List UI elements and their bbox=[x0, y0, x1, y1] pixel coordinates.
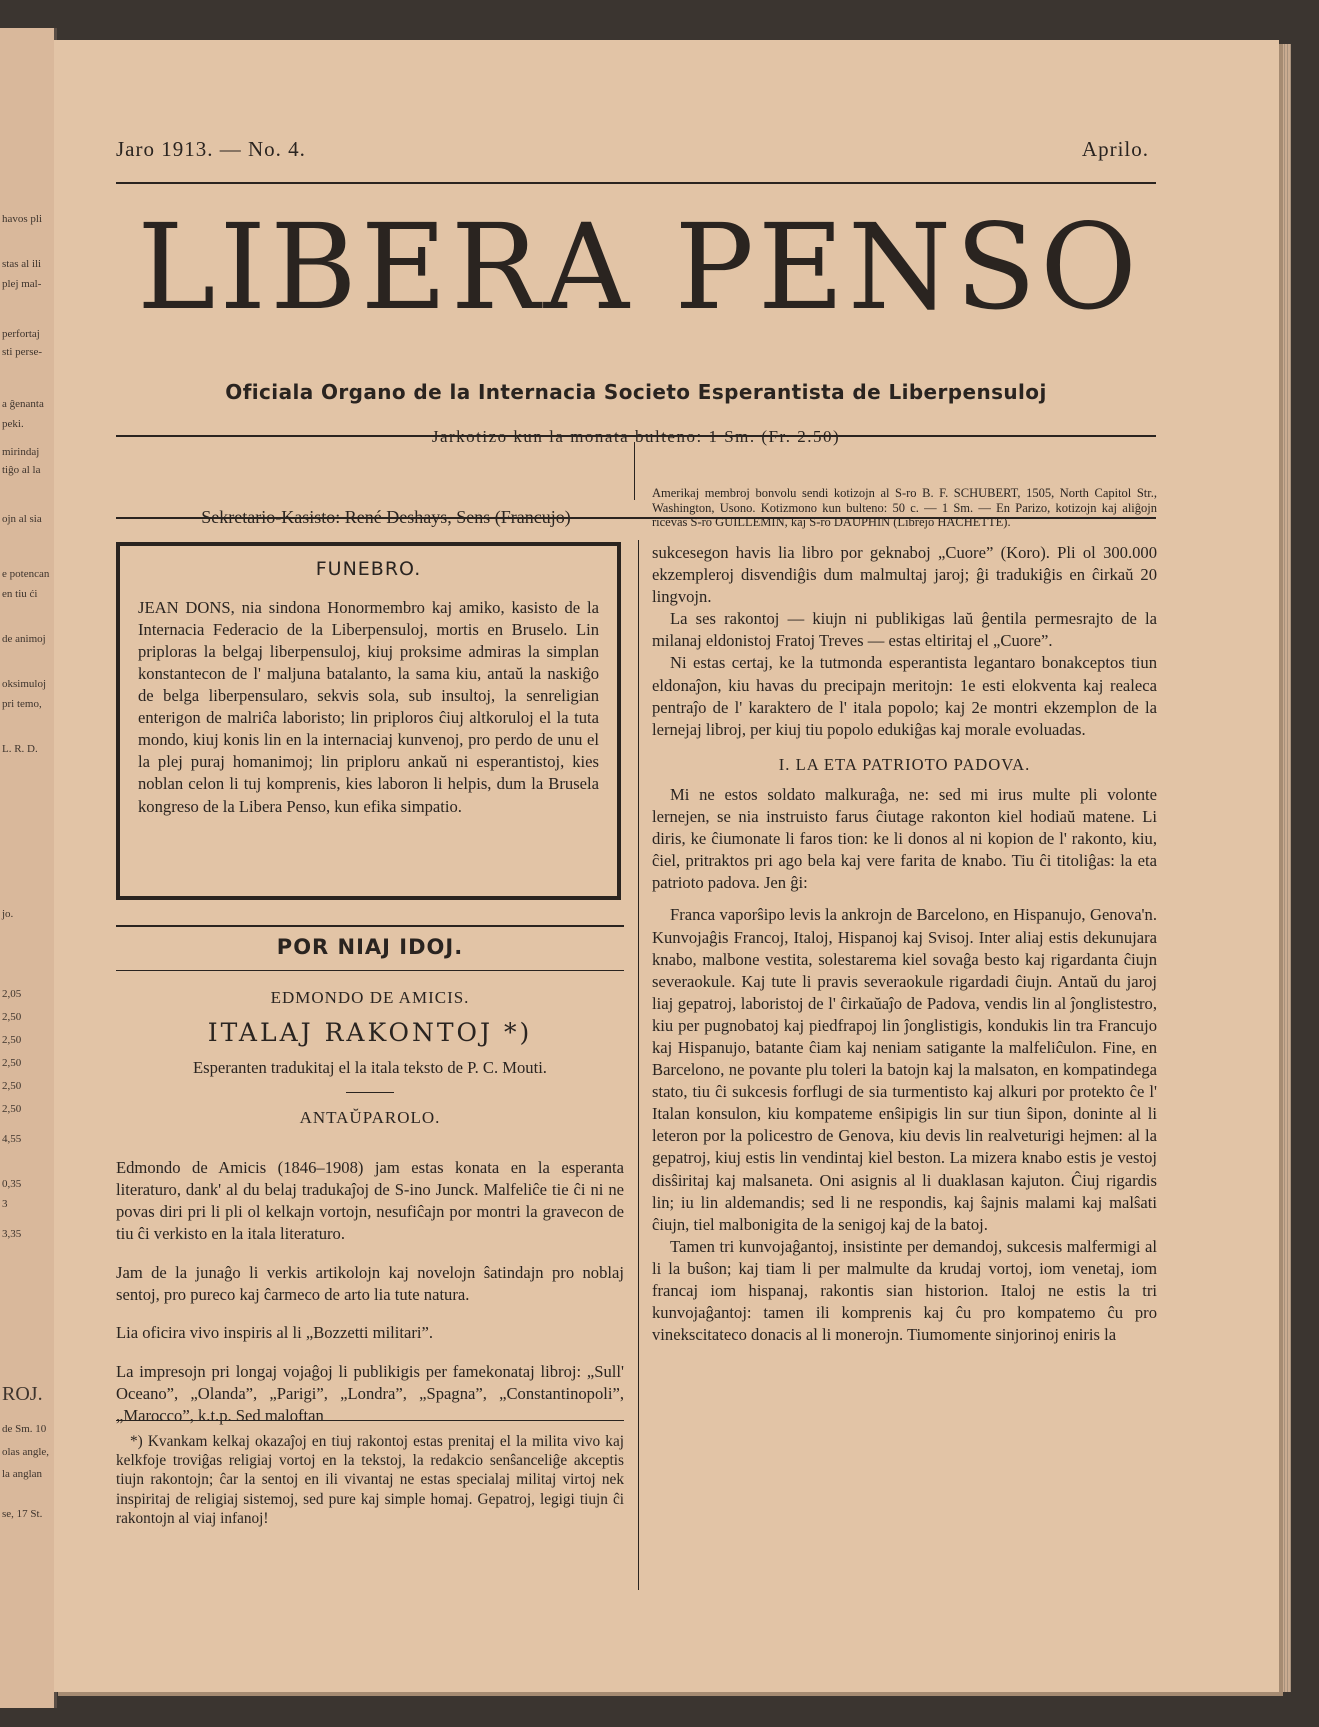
prev-fragment: jo. bbox=[2, 908, 14, 920]
footnote bbox=[116, 1432, 624, 1528]
prev-fragment: 2,50 bbox=[2, 1034, 22, 1046]
prev-fragment: 2,50 bbox=[2, 1057, 22, 1069]
paragraph: Edmondo de Amicis (1846–1908) jam estas konata en la esperanta literaturo, dank' al du belaj tradukaĵoj de S-ino Junck. Malfeliĉe tie ĉi ni ne povas diri pri li pli ol kelkajn vortojn, nesufiĉajn por montri la gravecon de tiu ĉi verkisto en la itala literaturo. bbox=[116, 1157, 624, 1243]
prev-fragment: oksimuloj bbox=[2, 678, 47, 690]
paragraph: Lia oficira vivo inspiris al li „Bozzetti militari”. bbox=[116, 1323, 434, 1343]
prev-fragment: pri temo, bbox=[2, 698, 42, 710]
paragraph: Mi ne estos soldato malkuraĝa, ne: sed mi irus multe pli volonte lernejen, se nia instruisto farus ĉiutage rakonton kiel hodiaŭ matene. Li diris, ke ĉiumonate li faros tion: ke li donos al ni kopion de l' rakonto, kiu, ĉiel, pritraktos pri ago bela kaj vere farita de knabo. Tiu ĉi titoliĝas: la eta patrioto padova. Jen ĝi: bbox=[652, 784, 1157, 893]
right-column bbox=[652, 542, 1157, 1346]
paragraph: Jam de la junaĝo li verkis artikolojn kaj novelojn ŝatindajn pro noblaj sentoj, pro pureco kaj ĉarmeco de arto lia tute natura. bbox=[116, 1262, 624, 1304]
prev-fragment: 3,35 bbox=[2, 1228, 22, 1240]
prev-fragment: ojn al sia bbox=[2, 513, 42, 525]
masthead-subtitle: Oficiala Organo de la Internacia Societo Esperantista de Liberpensuloj bbox=[225, 380, 1047, 404]
prev-fragment: 3 bbox=[2, 1198, 8, 1210]
prev-fragment: la anglan bbox=[2, 1468, 43, 1480]
story-collection-title: ITALAJ RAKONTOJ *) bbox=[207, 1018, 533, 1047]
funebro-text: JEAN DONS, nia sindona Honormembro kaj amiko, kasisto de la Internacia Federacio de la Liberpensuloj, mortis en Bruselo. Lin priploras la belgaj liberpensuloj, kiuj proksime admiras la simplan konstantecon de l' maljuna batalanto, la sama kiu, antaŭ la naskiĝo de belga liberpensularo, sekvis sola, sub insultoj, la senreligian enterigon de malriĉa laboristo; lin priploros ĉiuj altkoruloj el la tuta mondo, kiuj konis lin en la internaciaj kunvenoj, pro perdo de unu el la plej puraj homanimoj; lin priploru ankaŭ ni esperantistoj, kies noblan celon li tuj komprenis, kies laboron li helpis, dum la Brusela kongreso de la Libera Penso, kun efika simpatio. bbox=[138, 597, 599, 816]
header-rule bbox=[116, 182, 1156, 184]
prev-fragment: 2,50 bbox=[2, 1011, 22, 1023]
info-separator bbox=[634, 442, 635, 500]
paragraph: Tamen tri kunvojaĝantoj, insistinte per demandoj, sukcesis malfermigi al li la buŝon; kaj tiam li per malmulte da krudaj vortoj, iom venetaj, iom francaj iom hispanaj, rakontis sian historion. Italoj ne estis la tri kunvojaĝantoj: tamen ili komprenis kaj ĉu pro kompatemo ĉu pro vinekscitateco donacis al li monerojn. Tiumomente sinjorinoj eniris la bbox=[652, 1236, 1157, 1345]
foreword-body bbox=[116, 1140, 624, 1444]
prev-fragment: e potencan bbox=[2, 568, 50, 580]
prev-fragment: ROJ. bbox=[2, 1383, 43, 1405]
section-rule bbox=[116, 925, 624, 927]
prev-fragment: L. R. D. bbox=[2, 743, 38, 755]
masthead-title: LIBERA PENSO bbox=[137, 198, 1141, 336]
funebro-title: FUNEBRO. bbox=[315, 558, 422, 580]
journal-page bbox=[54, 40, 1279, 1692]
story-heading: I. LA ETA PATRIOTO PADOVA. bbox=[778, 754, 1031, 774]
author-name: EDMONDO DE AMICIS. bbox=[270, 988, 470, 1007]
prev-fragment: sti perse- bbox=[2, 346, 43, 358]
prev-fragment: en tiu ći bbox=[2, 588, 38, 600]
paragraph: Franca vaporŝipo levis la ankrojn de Barcelono, en Hispanujo, Genova'n. Kunvojaĝis Francoj, Italoj, Hispanoj kaj Svisoj. Inter aliaj estis dekunujara knabo, malbone vestita, solestarema kiel sovaĝa besto kaj rigardanta ĉiujn severaokule. Kaj tute li pravis severaokule rigardadi ĉiujn. Antaŭ du jaroj liaj gepatroj, laboristoj de l' ĉirkaŭaĵo de Padova, vendis lin al ĵonglistestro, kiu per pugnobatoj kaj piedfrapoj lin ĵonglistigis, kondukis lin tra Francujo kaj Hispanujo, batante ĉiam kaj neniam satigante la malfeliĉulon. Fine, en Barcelono, ne povante plu toleri la batojn kaj la malsaton, en kompatindega stato, tiu ĉi sukcesis forflugi de sia turmentisto kaj alkuri por protekto ĉe l' Italan konsulon, kiu kompateme enŝipigis lin sur tiun ŝipon, doninte al li leteron por la policestro de Genova, kiu devis lin realveturigi hejmen: al la gepatroj, kiuj estis lin vendintaj kiel beston. La mizera knabo estis je vestoj disŝiritaj kaj malsaneta. Oni asignis al li duaklasan kajuton. Ĉiuj rigardis lin; iu lin aldemandis; sed li ne respondis, kaj ŝajnis malami kaj malŝati ĉiujn, tiel malbonigita de la senigoj kaj de la batoj. bbox=[652, 905, 1157, 1234]
prev-fragment: havos pli bbox=[2, 213, 43, 225]
previous-page-edge bbox=[0, 28, 57, 1708]
translator-line: Esperanten tradukitaj el la itala teksto de P. C. Mouti. bbox=[193, 1058, 547, 1077]
foreword-heading: ANTAŬPAROLO. bbox=[299, 1108, 441, 1127]
prev-fragment: se, 17 St. bbox=[2, 1508, 43, 1520]
prev-fragment: de Sm. 10 bbox=[2, 1423, 47, 1435]
prev-fragment: stas al ili bbox=[2, 258, 42, 270]
issue-number: Jaro 1913. — No. 4. bbox=[116, 137, 306, 161]
section-title-por-niaj-idoj: POR NIAJ IDOJ. bbox=[276, 935, 464, 959]
prev-fragment: 2,50 bbox=[2, 1080, 22, 1092]
spacer bbox=[652, 894, 1157, 904]
top-rule bbox=[116, 435, 1156, 437]
prev-fragment: mirindaj bbox=[2, 446, 40, 458]
prev-fragment: peki. bbox=[2, 418, 24, 430]
prev-fragment: 0,35 bbox=[2, 1178, 22, 1190]
prev-fragment: 2,50 bbox=[2, 1103, 22, 1115]
footnote-rule bbox=[116, 1420, 624, 1421]
prev-fragment: perfortaj bbox=[2, 328, 40, 340]
paragraph: sukcesegon havis lia libro por geknaboj „Cuore” (Koro). Pli ol 300.000 ekzempleroj disvendiĝis dum malmultaj jaroj; ĝi tradukiĝis en ĉirkaŭ 20 lingvojn. bbox=[652, 543, 1157, 607]
issue-header bbox=[116, 137, 1149, 162]
prev-fragment: 4,55 bbox=[2, 1133, 22, 1145]
issue-month: Aprilo. bbox=[1081, 137, 1149, 161]
footnote-text: *) Kvankam kelkaj okazaĵoj en tiuj rakontoj estas prenitaj el la milita vivo kaj kelkfoje troviĝas religiaj vortoj en la tekstoj, la redakcio senŝanceliĝe akceptis tiujn rakontojn; ĉar la sentoj en ili vivantaj ne estas specialaj militaj virtoj nek inspiritaj de religiaj sistemoj, sed pure kaj simple homaj. Gepatroj, legigi tiujn ĉi rakontojn al viaj infanoj! bbox=[116, 1433, 624, 1527]
prev-fragment: de animoj bbox=[2, 633, 46, 645]
short-divider bbox=[346, 1092, 394, 1093]
prev-fragment: tiĝo al la bbox=[2, 464, 41, 476]
prev-fragment: plej mal- bbox=[2, 278, 42, 290]
funebro-notice bbox=[116, 542, 621, 900]
subscription-line: Jarkotizo kun la monata bulteno: 1 Sm. (Fr. 2.50) bbox=[431, 427, 841, 446]
paragraph: La impresojn pri longaj vojaĝoj li publikigis per famekonataj libroj: „Sull' Oceano”, „Olanda”, „Parigi”, „Londra”, „Spagna”, „Constantinopoli”, „Marocco”, k.t.p. Sed maloftan bbox=[116, 1362, 624, 1426]
section-rule-thin bbox=[116, 970, 624, 971]
prev-fragment: 2,05 bbox=[2, 988, 22, 1000]
paragraph: La ses rakontoj — kiujn ni publikigas laŭ ĝentila permesrajto de la milanaj eldonistoj Fratoj Treves — estas eltiritaj el „Cuore”. bbox=[652, 609, 1157, 651]
paragraph: Ni estas certaj, ke la tutmonda esperantista legantaro bonakceptos tiun eldonaĵon, kiu havas du precipajn meritojn: 1e esti elokventa kaj realeca pentraĵo de l' karaktero de l' itala popolo; kaj 2e montri ekzemplon de la lernejaj libroj, per kiuj tiu popolo edukiĝas kaj morale evoluadas. bbox=[652, 653, 1157, 739]
prev-fragment: olas angle, bbox=[2, 1446, 50, 1458]
column-separator bbox=[638, 540, 639, 1590]
info-rule bbox=[116, 517, 1156, 519]
prev-fragment: a ĝenanta bbox=[2, 398, 44, 410]
american-members-notice: Amerikaj membroj bonvolu sendi kotizojn al S-ro B. F. SCHUBERT, 1505, North Capitol Str., Washington, Usono. Kotizmono kun bulteno: 50 c. — 1 Sm. — En Parizo, kotizojn kaj aliĝojn ricevas S-ro GUILLEMIN, kaj S-ro DAUPHIN (Librejo HACHETTE). bbox=[652, 486, 1157, 530]
secretary-info: Sekretario-Kasisto: René Deshays, Sens (Francujo) bbox=[201, 507, 571, 527]
page-stack-edge bbox=[1279, 44, 1291, 1692]
